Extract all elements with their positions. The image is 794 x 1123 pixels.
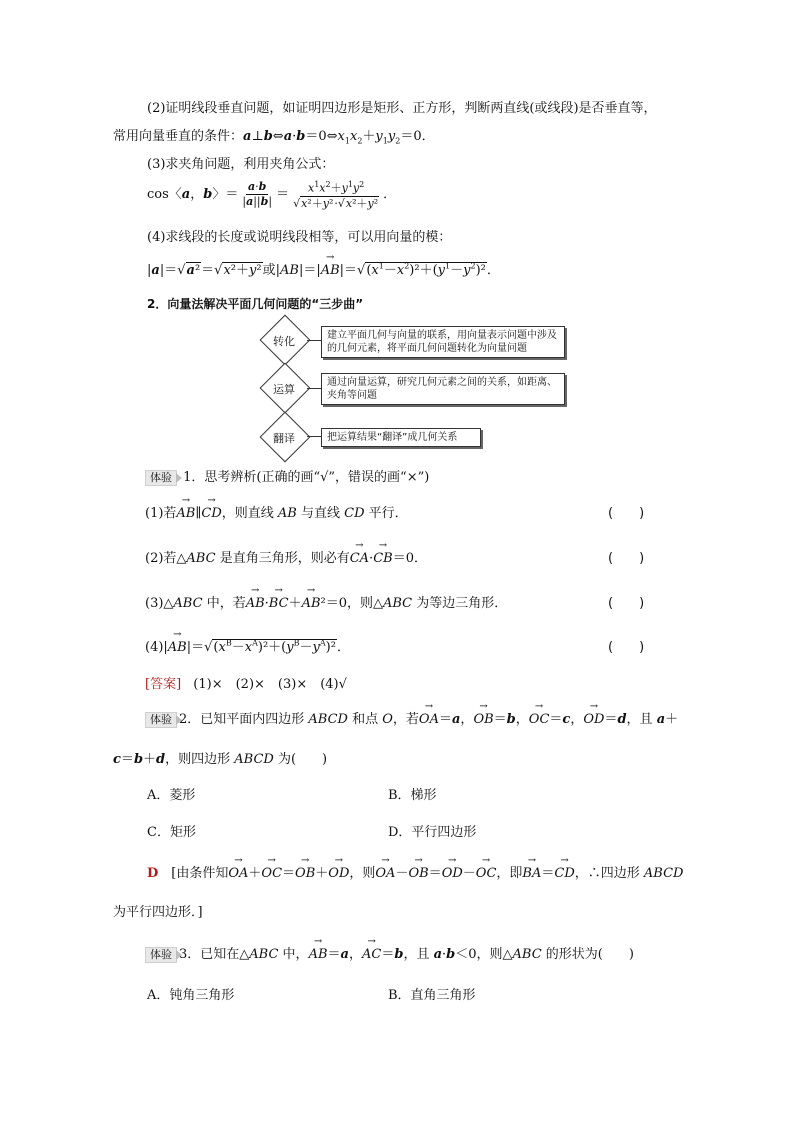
step2-arrow <box>307 388 321 389</box>
section2-title: 2．向量法解决平面几何问题的“三步曲” <box>147 297 364 311</box>
ex1-title-row <box>145 466 429 486</box>
item2-prefix: 常用向量垂直的条件： <box>113 129 244 144</box>
item2-line1: (2)证明线段垂直问题，如证明四边形是矩形、正方形，判断两直线(或线段)是否垂直等， <box>147 101 657 116</box>
ex1-q2-blank: ( ) <box>608 551 645 566</box>
step1-arrow <box>307 340 321 341</box>
ex3-option-a: A．钝角三角形 <box>147 988 235 1003</box>
ex1-q1: (1)若→ AB∥→ CD，则直线 AB 与直线 CD 平行． <box>145 502 408 521</box>
ex2-option-d: D．平行四边形 <box>388 825 477 840</box>
item3-title: (3)求夹角问题，利用夹角公式： <box>147 157 335 172</box>
ex2-option-c: C．矩形 <box>147 825 196 840</box>
answer-text: (1)× (2)× (3)× (4)√ <box>193 677 347 692</box>
ex3-tag: 体验 <box>145 947 177 963</box>
answer-label: [答案] <box>145 677 182 692</box>
angle-formula: cos〈a，b〉＝ $\frac{a\cdot b}{|a||b|}$ ＝ $\frac{x^1x^2+y^1y^2}{\text{√x²＋y²·√x²＋y²}}$ ． <box>147 179 397 210</box>
ex1-q3: (3)△ABC 中，若→ AB·→ BC＋→ AB²＝0，则△ABC 为等边三角形． <box>145 592 507 611</box>
step1-label: 转化 <box>273 335 295 348</box>
ex1-q3-blank: ( ) <box>608 596 645 611</box>
step3-arrow <box>307 436 321 437</box>
ex2-tag: 体验 <box>145 712 177 728</box>
ex1-q4: $(4)|\to AB|=√(x^B-x^A)^2+(y^B-y^A)^2$． <box>145 636 350 655</box>
step1-box: 建立平面几何与向量的联系，用向量表示问题中涉及的几何元素，将平面几何问题转化为向量问题 <box>321 326 565 358</box>
ex3-option-b: B．直角三角形 <box>388 988 476 1003</box>
magnitude-formula: |a|＝√a²＝√x²＋y²或$|AB|=|\to AB|=√(x^1-x^2)^2+(y^1-y^2)^2$． <box>147 259 500 278</box>
step3-label: 翻译 <box>273 432 295 445</box>
ex2-option-b: B．梯形 <box>388 788 437 803</box>
ex2-solution-letter: D <box>147 866 159 881</box>
item2-line2: 常用向量垂直的条件：$a\perp b\Leftrightarrow a\cdot b=0\Leftrightarrow x_1x_2+y_1y_2=0$． <box>113 129 435 146</box>
ex2-line1: 体验 2．已知平面内四边形 ABCD 和点 O，若→ OA＝a，→ OB＝b，→ OC＝c，→ OD＝d，且 a＋ <box>145 708 678 728</box>
ex2-solution-line1: D [由条件知→ OA＋→ OC＝→ OB＋→ OD，则→ OA－→ OB＝→ OD－→ OC，即→ BA＝→ CD，∴四边形 ABCD <box>147 862 683 881</box>
ex2-line2: c＝b＋d，则四边形 ABCD 为( ) <box>113 752 328 767</box>
ex1-q2: (2)若△ABC 是直角三角形，则必有→ CA·→ CB＝0． <box>145 547 427 566</box>
ex1-answer <box>145 673 347 692</box>
ex1-q4-blank: ( ) <box>608 640 645 655</box>
ex1-tag: 体验 <box>145 470 177 486</box>
item4-title: (4)求线段的长度或说明线段相等，可以用向量的模： <box>147 230 452 245</box>
step2-box: 通过向量运算，研究几何元素之间的关系，如距离、夹角等问题 <box>321 373 565 405</box>
ex1-q1-blank: ( ) <box>608 506 645 521</box>
step2-label: 运算 <box>273 383 295 396</box>
ex2-solution-line2: 为平行四边形．] <box>113 905 203 920</box>
ex3-line1: 体验 3．已知在△ABC 中，→ AB＝a，→ AC＝b，且 a·b＜0，则△ABC 的形状为( ) <box>145 943 634 963</box>
ex2-option-a: A．菱形 <box>147 788 196 803</box>
step3-box: 把运算结果“翻译”成几何关系 <box>321 428 481 447</box>
ex1-title: 1．思考辨析(正确的画“√”，错误的画“×”) <box>183 470 430 485</box>
